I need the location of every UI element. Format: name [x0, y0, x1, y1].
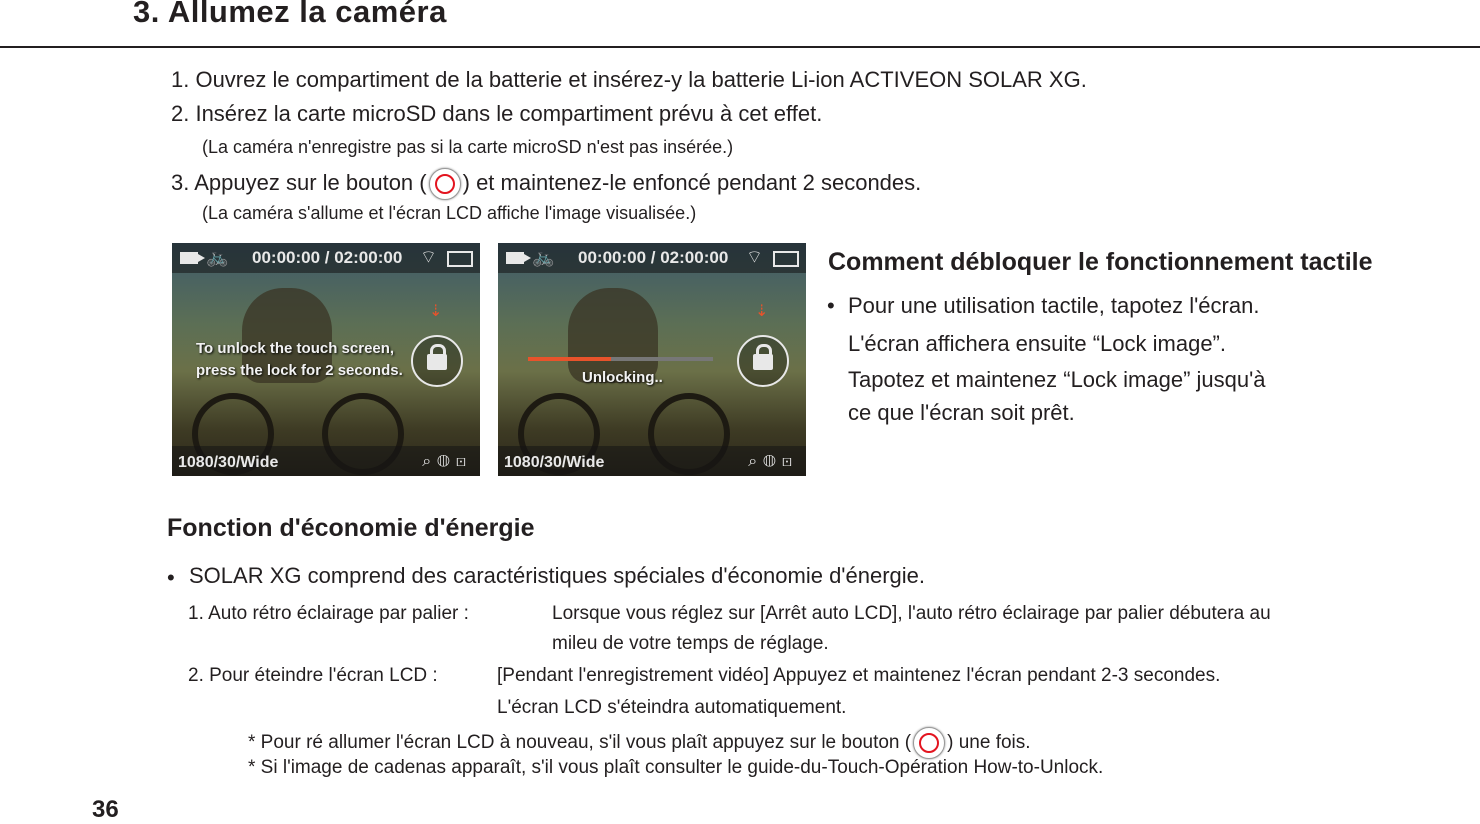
lock-section-heading: Comment débloquer le fonctionnement tactile: [828, 248, 1373, 276]
power-button-icon: [913, 727, 945, 759]
arrow-down-icon: ⇣: [755, 303, 769, 320]
unlock-instruction-line-1: To unlock the touch screen,: [196, 340, 395, 357]
energy-note-1-before: * Pour ré allumer l'écran LCD à nouveau, s'il vous plaît appuyez sur le bouton (: [248, 732, 912, 754]
wifi-icon: ⌔: [746, 247, 763, 267]
camera-screen-unlocking: [498, 243, 806, 476]
energy-item-2-label: 2. Pour éteindre l'écran LCD :: [188, 665, 438, 686]
energy-intro: SOLAR XG comprend des caractéristiques spéciales d'économie d'énergie.: [189, 563, 926, 588]
focus-icon: ⊡: [781, 453, 798, 470]
zoom-icon: ⌕: [748, 453, 764, 470]
recording-time: 00:00:00 / 02:00:00: [252, 248, 403, 267]
step-3-text-after: ) et maintenez-le enfoncé pendant 2 secondes.: [462, 169, 922, 195]
energy-section-heading: Fonction d'économie d'énergie: [167, 514, 535, 542]
page-title: 3. Allumez la caméra: [133, 0, 447, 29]
step-1: 1. Ouvrez le compartiment de la batterie et insérez-y la batterie Li-ion ACTIVEON SOLAR XG.: [171, 67, 1087, 92]
energy-item-1-text-1: Lorsque vous réglez sur [Arrêt auto LCD], l'auto rétro éclairage par palier débutera au: [552, 603, 1271, 624]
step-2: 2. Insérez la carte microSD dans le compartiment prévu à cet effet.: [171, 101, 823, 126]
settings-icon: ◍: [763, 453, 782, 470]
step-2-note: (La caméra n'enregistre pas si la carte microSD n'est pas insérée.): [202, 137, 734, 157]
energy-note-2: * Si l'image de cadenas apparaît, s'il vous plaît consulter le guide-du-Touch-Opération How-to-Unlock.: [248, 757, 1104, 778]
unlock-progress-fill: [528, 357, 611, 361]
camera-screen-locked: [172, 243, 480, 476]
unlock-progress-bar: [528, 357, 713, 361]
focus-icon: ⊡: [455, 453, 472, 470]
power-button-icon: [429, 168, 461, 200]
energy-bullet: •: [167, 565, 175, 590]
bottom-icons: [748, 453, 798, 471]
lock-section-bullet: •: [827, 293, 835, 318]
lock-section-line-2: L'écran affichera ensuite “Lock image”.: [848, 331, 1226, 356]
lock-section-line-3: Tapotez et maintenez “Lock image” jusqu'à: [848, 367, 1266, 392]
video-camera-icon: [506, 252, 524, 264]
bottom-icons: [422, 453, 472, 471]
unlock-instruction: [196, 338, 403, 382]
battery-icon: [773, 251, 799, 267]
settings-icon: ◍: [437, 453, 456, 470]
energy-note-1: [248, 727, 1031, 759]
step-3-text-before: 3. Appuyez sur le bouton (: [171, 169, 427, 195]
energy-item-2-text-1: [Pendant l'enregistrement vidéo] Appuyez et maintenez l'écran pendant 2-3 secondes.: [497, 665, 1221, 686]
step-3-note: (La caméra s'allume et l'écran LCD affiche l'image visualisée.): [202, 203, 697, 223]
unlock-instruction-line-2: press the lock for 2 seconds.: [196, 362, 403, 379]
zoom-icon: ⌕: [422, 453, 438, 470]
battery-icon: [447, 251, 473, 267]
video-camera-icon: [180, 252, 198, 264]
resolution-label: 1080/30/Wide: [504, 454, 605, 471]
bike-mode-icon: 🚲: [206, 247, 229, 267]
page-number: 36: [92, 796, 119, 823]
energy-note-1-after: ) une fois.: [947, 732, 1031, 754]
lock-section-line-1: Pour une utilisation tactile, tapotez l'écran.: [848, 293, 1260, 318]
lock-icon[interactable]: [411, 335, 463, 387]
step-3: [171, 168, 921, 200]
title-divider: [0, 46, 1480, 48]
energy-item-1-label: 1. Auto rétro éclairage par palier :: [188, 603, 469, 624]
energy-item-1-text-2: mileu de votre temps de réglage.: [552, 633, 829, 654]
lock-icon[interactable]: [737, 335, 789, 387]
unlocking-label: Unlocking..: [582, 369, 663, 386]
energy-item-2-text-2: L'écran LCD s'éteindra automatiquement.: [497, 697, 847, 718]
wifi-icon: ⌔: [420, 247, 437, 267]
lock-section-line-4: ce que l'écran soit prêt.: [848, 400, 1075, 425]
resolution-label: 1080/30/Wide: [178, 454, 279, 471]
bike-mode-icon: 🚲: [532, 247, 555, 267]
arrow-down-icon: ⇣: [429, 303, 443, 320]
recording-time: 00:00:00 / 02:00:00: [578, 248, 729, 267]
